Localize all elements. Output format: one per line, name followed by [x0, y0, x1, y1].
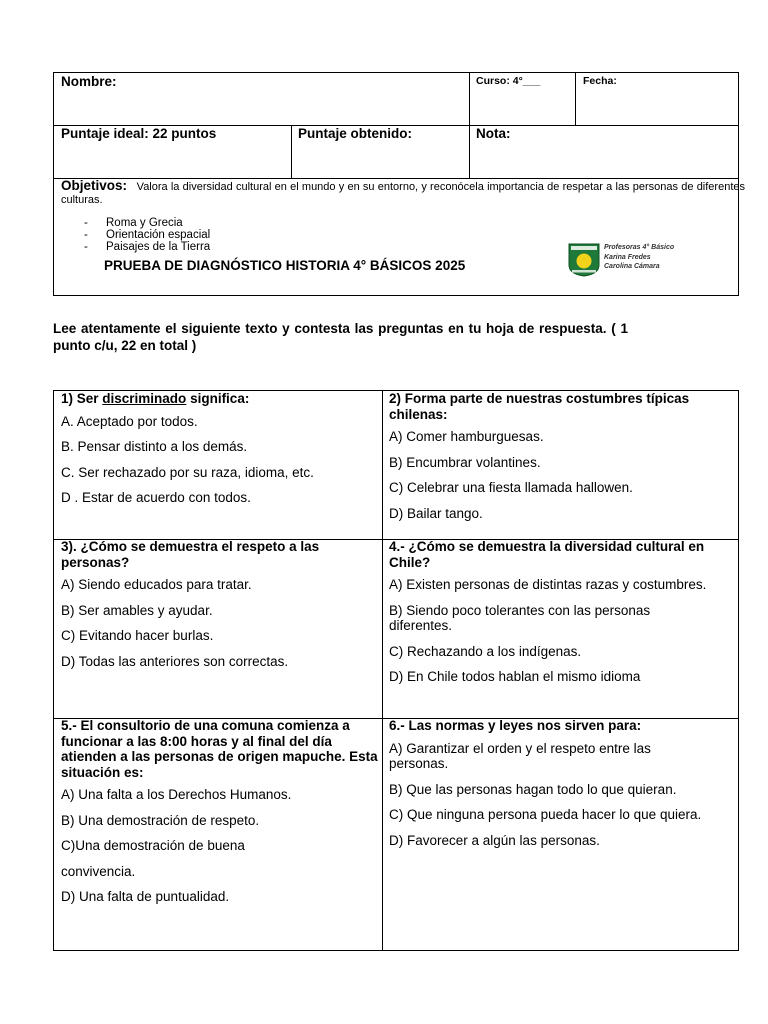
nota-field[interactable]: Nota: — [476, 126, 511, 141]
answer-option[interactable]: D) Todas las anteriores son correctas. — [61, 653, 289, 669]
instructions: Lee atentamente el siguiente texto y contesta las preguntas en tu hoja de respuesta. ( 1 punto c/u, 22 en total ) — [53, 321, 628, 353]
objectives-label: Objetivos: — [61, 178, 128, 193]
answer-option[interactable]: B) Siendo poco tolerantes con las personas diferentes. — [389, 602, 651, 633]
question-text-part: 1) Ser — [61, 391, 103, 406]
nombre-field[interactable]: Nombre: — [61, 74, 117, 89]
topic-item: - Paisajes de la Tierra — [84, 241, 210, 253]
question-1 — [61, 391, 376, 516]
topic-item: - Roma y Grecia — [84, 217, 210, 229]
question-text — [61, 391, 376, 407]
header-divider — [575, 73, 576, 125]
answer-option[interactable]: A) Una falta a los Derechos Humanos. — [61, 787, 292, 802]
answer-option[interactable]: C) Evitando hacer burlas. — [61, 628, 214, 643]
question-text: 2) Forma parte de nuestras costumbres típicas chilenas: — [389, 391, 690, 422]
question-text: 3). ¿Cómo se demuestra el respeto a las personas? — [61, 539, 320, 570]
header-divider — [469, 73, 470, 178]
teachers-line: Karina Fredes — [604, 253, 651, 261]
puntaje-obtenido-field[interactable]: Puntaje obtenido: — [298, 126, 412, 141]
header-divider — [291, 125, 292, 178]
answer-option[interactable]: C) Celebrar una fiesta llamada hallowen. — [389, 480, 633, 495]
header-box — [53, 72, 745, 296]
question-text: 4.- ¿Cómo se demuestra la diversidad cultural en Chile? — [389, 539, 705, 570]
answer-option[interactable]: C)Una demostración de buena — [61, 838, 245, 853]
question-4 — [389, 539, 709, 695]
answer-option[interactable]: D) Una falta de puntualidad. — [61, 889, 230, 904]
answer-option[interactable]: D) Bailar tango. — [389, 505, 483, 521]
answer-option[interactable]: D . Estar de acuerdo con todos. — [61, 490, 251, 505]
school-logo-icon — [567, 243, 601, 277]
question-5 — [61, 718, 379, 915]
answer-option[interactable]: A. Aceptado por todos. — [61, 413, 198, 429]
question-2 — [389, 391, 734, 531]
answer-option[interactable]: C) Que ninguna persona pueda hacer lo que quiera. — [389, 807, 702, 822]
objectives-text: Valora la diversidad cultural en el mundo y en su entorno, y reconócela importancia de respetar a las personas de diferentes culturas. — [61, 181, 745, 206]
teachers-credit — [604, 243, 674, 272]
curso-field[interactable]: Curso: 4°___ — [476, 75, 541, 87]
teachers-line: Profesoras 4° Básico — [604, 244, 675, 251]
question-6 — [389, 718, 709, 858]
answer-option[interactable]: A) Existen personas de distintas razas y costumbres. — [389, 577, 707, 592]
answer-option[interactable]: D) En Chile todos hablan el mismo idioma — [389, 669, 641, 684]
answer-option[interactable]: D) Favorecer a algún las personas. — [389, 832, 600, 848]
answer-option[interactable]: B. Pensar distinto a los demás. — [61, 439, 248, 454]
answer-option[interactable]: B) Que las personas hagan todo lo que quieran. — [389, 781, 677, 797]
puntaje-ideal: Puntaje ideal: 22 puntos — [61, 126, 217, 141]
table-divider — [382, 391, 383, 950]
topic-item: - Orientación espacial — [84, 229, 210, 241]
question-underlined-word: discriminado — [102, 391, 187, 406]
question-text: 5.- El consultorio de una comuna comienza a funcionar a las 8:00 horas y al final del día atienden a las personas de origen mapuche. Esta situación es: — [61, 718, 378, 780]
answer-option[interactable]: B) Una demostración de respeto. — [61, 812, 260, 828]
teachers-line: Carolina Cámara — [604, 263, 660, 270]
answer-option[interactable]: C) Rechazando a los indígenas. — [389, 643, 582, 659]
answer-option[interactable]: A) Garantizar el orden y el respeto entre las personas. — [389, 740, 651, 771]
questions-table — [53, 390, 739, 951]
answer-option[interactable]: A) Siendo educados para tratar. — [61, 577, 252, 592]
answer-option[interactable]: B) Ser amables y ayudar. — [61, 602, 213, 618]
answer-option[interactable]: C. Ser rechazado por su raza, idioma, etc. — [61, 464, 314, 480]
question-text: 6.- Las normas y leyes nos sirven para: — [389, 718, 642, 733]
answer-option[interactable]: A) Comer hamburguesas. — [389, 429, 544, 444]
question-3 — [61, 539, 376, 679]
objectives — [61, 179, 745, 207]
fecha-field[interactable]: Fecha: — [583, 75, 617, 87]
topic-list — [84, 217, 210, 253]
answer-option-continuation: convivencia. — [61, 863, 136, 879]
question-text-part: significa: — [186, 391, 250, 406]
exam-title: PRUEBA DE DIAGNÓSTICO HISTORIA 4° BÁSICOS 2025 — [104, 258, 466, 273]
answer-option[interactable]: B) Encumbrar volantines. — [389, 454, 541, 470]
